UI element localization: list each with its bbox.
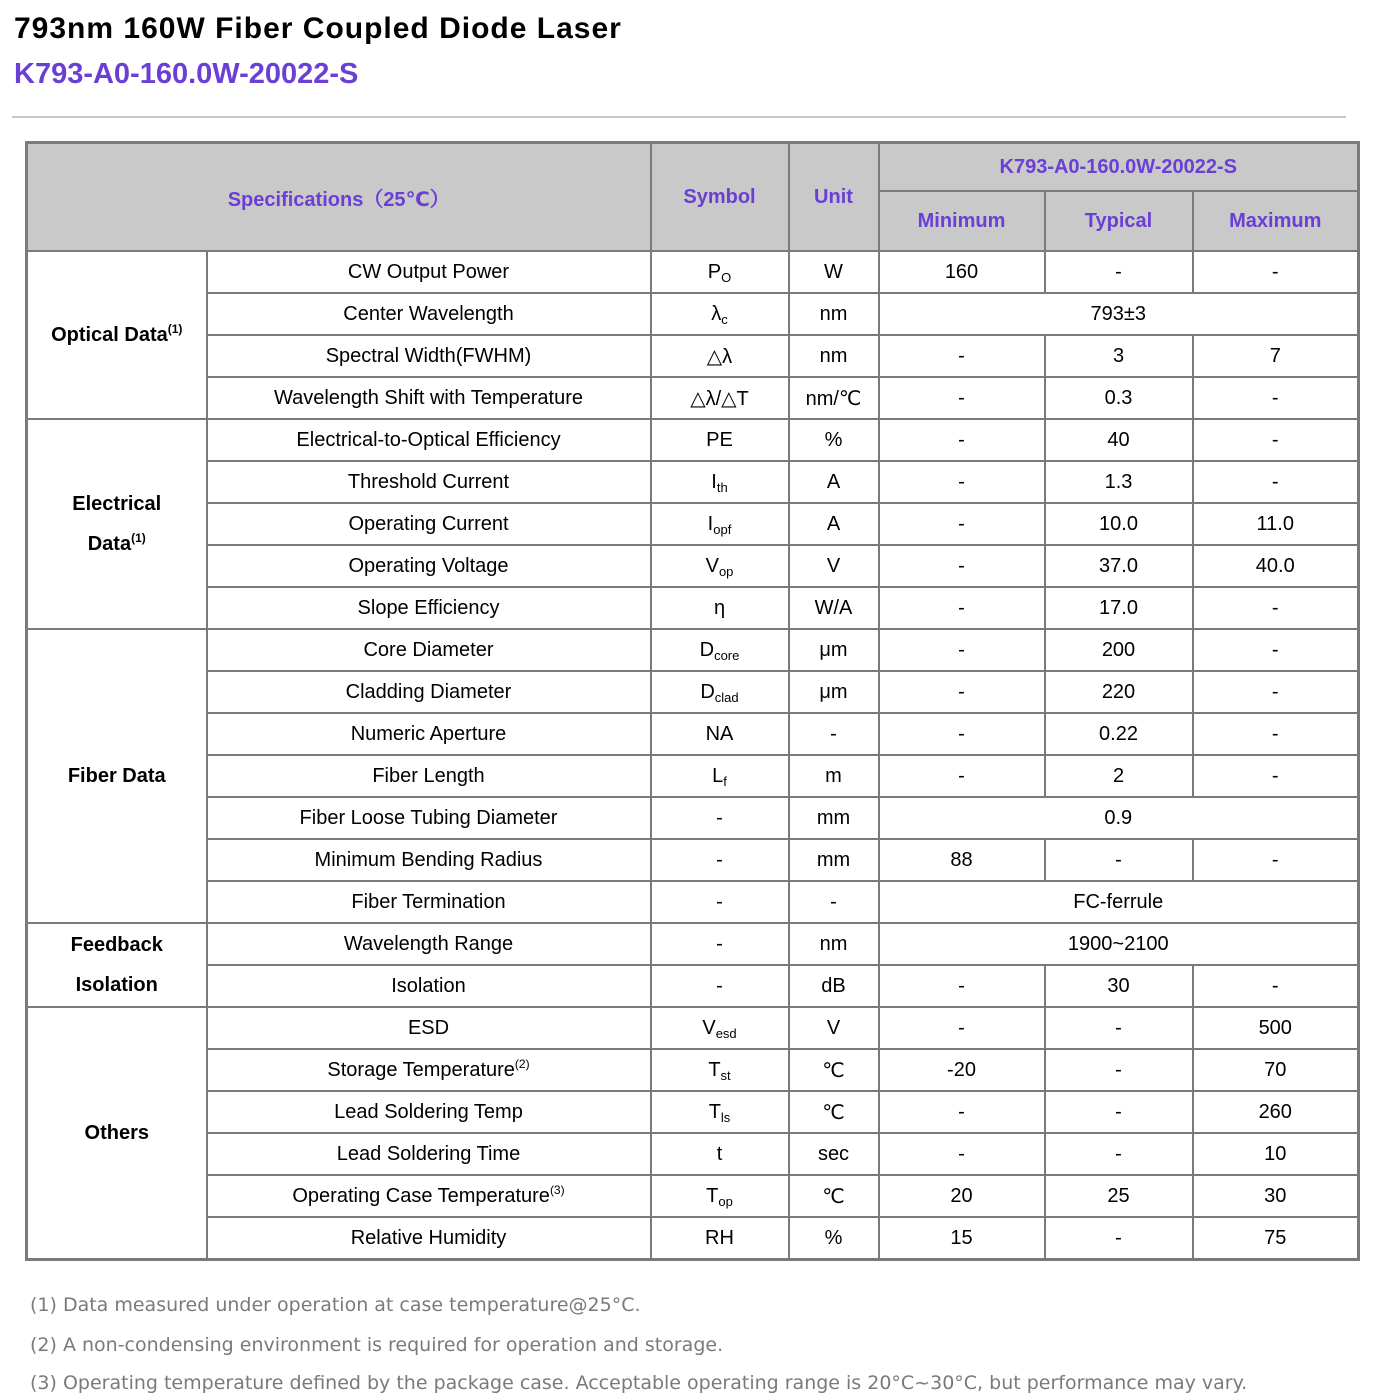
spec-name [207, 251, 651, 293]
table-row [27, 1175, 1359, 1217]
spec-name [207, 587, 651, 629]
spec-name [207, 335, 651, 377]
spec-name [207, 629, 651, 671]
minimum-cell: - [879, 1133, 1045, 1175]
symbol-subscript: c [721, 311, 728, 327]
footnote-ref: (2) [514, 1056, 530, 1071]
unit-cell: % [789, 419, 879, 461]
spec-label: Wavelength Shift with Temperature [273, 386, 584, 409]
spec-label: ESD [407, 1016, 450, 1039]
spec-name [207, 881, 651, 923]
minimum-cell: - [879, 545, 1045, 587]
unit-cell: dB [789, 965, 879, 1007]
table-row [27, 923, 1359, 965]
spec-name [207, 1049, 651, 1091]
minimum-cell: - [879, 1091, 1045, 1133]
unit-cell: % [789, 1217, 879, 1260]
header-symbol: Symbol [651, 143, 789, 252]
typical-cell: 0.22 [1045, 713, 1193, 755]
unit-cell: ℃ [789, 1175, 879, 1217]
minimum-cell: - [879, 965, 1045, 1007]
symbol: T [708, 1058, 721, 1081]
typical-cell: 40 [1045, 419, 1193, 461]
footnote-2: (2) A non-condensing environment is required for operation and storage. [30, 1334, 724, 1356]
typical-cell: - [1045, 1217, 1193, 1260]
symbol: λ [711, 302, 722, 325]
divider [12, 116, 1346, 118]
spec-label: Wavelength Range [343, 932, 514, 955]
minimum-cell: 20 [879, 1175, 1045, 1217]
unit-cell: A [789, 503, 879, 545]
unit-cell: ℃ [789, 1049, 879, 1091]
spec-label: Fiber Termination [351, 890, 506, 913]
unit-cell: mm [789, 797, 879, 839]
symbol-subscript: th [716, 479, 728, 495]
minimum-cell: - [879, 587, 1045, 629]
symbol-cell [651, 1217, 789, 1260]
spec-name [207, 1007, 651, 1049]
maximum-cell: 70 [1193, 1049, 1359, 1091]
symbol-cell [651, 839, 789, 881]
symbol: NA [705, 722, 734, 745]
maximum-cell: - [1193, 671, 1359, 713]
symbol-cell [651, 1007, 789, 1049]
footnote-ref: (1) [131, 531, 146, 545]
unit-cell: - [789, 881, 879, 923]
typical-cell: 37.0 [1045, 545, 1193, 587]
symbol-cell [651, 1091, 789, 1133]
table-row [27, 839, 1359, 881]
table-row [27, 461, 1359, 503]
unit-cell: nm [789, 335, 879, 377]
symbol: V [705, 554, 719, 577]
spec-label: Fiber Length [372, 764, 485, 787]
symbol-cell [651, 755, 789, 797]
unit-cell: ℃ [789, 1091, 879, 1133]
header-model: K793-A0-160.0W-20022-S [879, 143, 1359, 192]
spec-label: Relative Humidity [350, 1226, 507, 1249]
symbol-subscript: op [718, 1193, 733, 1209]
minimum-cell: - [879, 503, 1045, 545]
group-label: Feedback [70, 934, 163, 956]
spec-name [207, 503, 651, 545]
spec-label: Lead Soldering Temp [334, 1100, 523, 1123]
symbol-subscript: O [721, 269, 732, 285]
minimum-cell: - [879, 419, 1045, 461]
symbol-cell [651, 587, 789, 629]
maximum-cell: - [1193, 419, 1359, 461]
symbol-subscript: esd [715, 1025, 737, 1041]
unit-cell: nm [789, 923, 879, 965]
minimum-cell: 160 [879, 251, 1045, 293]
header-typical: Typical [1045, 191, 1193, 251]
spec-label: Cladding Diameter [345, 680, 512, 703]
minimum-cell: -20 [879, 1049, 1045, 1091]
maximum-cell: - [1193, 587, 1359, 629]
minimum-cell: - [879, 1007, 1045, 1049]
typical-cell: 220 [1045, 671, 1193, 713]
symbol-cell [651, 629, 789, 671]
footnote-ref: (1) [167, 322, 183, 336]
symbol-cell [651, 377, 789, 419]
symbol: L [712, 764, 724, 787]
table-row [27, 629, 1359, 671]
symbol: T [708, 1100, 721, 1123]
unit-cell: A [789, 461, 879, 503]
typical-cell: 30 [1045, 965, 1193, 1007]
symbol: I [707, 512, 714, 535]
spec-name [207, 1217, 651, 1260]
typical-cell: 10.0 [1045, 503, 1193, 545]
typical-cell: 17.0 [1045, 587, 1193, 629]
table-row [27, 293, 1359, 335]
group-label: Electrical [72, 493, 162, 515]
maximum-cell: 7 [1193, 335, 1359, 377]
maximum-cell: 260 [1193, 1091, 1359, 1133]
header-maximum: Maximum [1193, 191, 1359, 251]
minimum-cell: - [879, 335, 1045, 377]
symbol-cell [651, 965, 789, 1007]
unit-cell: V [789, 1007, 879, 1049]
table-row [27, 419, 1359, 461]
spec-name [207, 1133, 651, 1175]
typical-cell: - [1045, 1049, 1193, 1091]
maximum-cell: 40.0 [1193, 545, 1359, 587]
specification-table [25, 141, 1360, 1261]
symbol: D [700, 680, 715, 703]
minimum-cell: 88 [879, 839, 1045, 881]
symbol: PE [706, 428, 733, 451]
table-row [27, 1217, 1359, 1260]
symbol-cell [651, 923, 789, 965]
symbol: P [707, 260, 722, 283]
spec-label: Spectral Width(FWHM) [325, 344, 532, 367]
symbol-subscript: st [720, 1067, 731, 1083]
maximum-cell: - [1193, 839, 1359, 881]
spec-label: Lead Soldering Time [336, 1142, 521, 1165]
symbol: t [716, 1142, 723, 1165]
symbol: D [699, 638, 715, 661]
table-body [27, 251, 1359, 1260]
maximum-cell: 11.0 [1193, 503, 1359, 545]
spec-label: Operating Case Temperature [292, 1184, 550, 1207]
symbol-subscript: clad [714, 689, 739, 705]
spec-label: Operating Current [348, 512, 509, 535]
spec-name [207, 545, 651, 587]
page-title: 793nm 160W Fiber Coupled Diode Laser [14, 12, 622, 45]
table-row [27, 587, 1359, 629]
symbol-cell [651, 1049, 789, 1091]
symbol-cell [651, 545, 789, 587]
spec-name [207, 377, 651, 419]
table-row [27, 965, 1359, 1007]
table-row [27, 1133, 1359, 1175]
group-label: Data [87, 533, 132, 555]
symbol: T [706, 1184, 719, 1207]
symbol-subscript: opf [713, 521, 732, 537]
symbol: I [711, 470, 717, 493]
minimum-cell: 15 [879, 1217, 1045, 1260]
table-row [27, 377, 1359, 419]
value-span-cell: 0.9 [879, 797, 1359, 839]
group-label: Fiber Data [67, 765, 166, 787]
symbol-cell [651, 419, 789, 461]
symbol-subscript: f [723, 773, 727, 789]
symbol-cell [651, 671, 789, 713]
typical-cell: 2 [1045, 755, 1193, 797]
value-span-cell: 1900~2100 [879, 923, 1359, 965]
minimum-cell: - [879, 755, 1045, 797]
unit-cell: W/A [789, 587, 879, 629]
group-others [27, 1007, 207, 1260]
unit-cell: nm/℃ [789, 377, 879, 419]
symbol: - [716, 890, 723, 913]
typical-cell: 25 [1045, 1175, 1193, 1217]
table-row [27, 1007, 1359, 1049]
footnote-3: (3) Operating temperature defined by the package case. Acceptable operating range is 20°C~30°C, but performance may vary. [30, 1372, 1248, 1394]
table-row [27, 797, 1359, 839]
symbol-cell [651, 1175, 789, 1217]
spec-name [207, 671, 651, 713]
header-minimum: Minimum [879, 191, 1045, 251]
minimum-cell: - [879, 671, 1045, 713]
spec-label: Numeric Aperture [350, 722, 507, 745]
group-label: Others [84, 1122, 149, 1144]
spec-name [207, 755, 651, 797]
symbol: - [716, 974, 723, 997]
table-row [27, 713, 1359, 755]
typical-cell: 0.3 [1045, 377, 1193, 419]
minimum-cell: - [879, 713, 1045, 755]
group-electrical-data [27, 419, 207, 629]
value-span-cell: FC-ferrule [879, 881, 1359, 923]
table-row [27, 251, 1359, 293]
spec-name [207, 419, 651, 461]
typical-cell: - [1045, 839, 1193, 881]
symbol-cell [651, 881, 789, 923]
maximum-cell: - [1193, 251, 1359, 293]
symbol-cell [651, 461, 789, 503]
maximum-cell: - [1193, 461, 1359, 503]
unit-cell: sec [789, 1133, 879, 1175]
spec-name [207, 1175, 651, 1217]
spec-name [207, 1091, 651, 1133]
unit-cell: μm [789, 671, 879, 713]
spec-name [207, 461, 651, 503]
typical-cell: 3 [1045, 335, 1193, 377]
spec-label: Operating Voltage [348, 554, 509, 577]
typical-cell: - [1045, 1007, 1193, 1049]
maximum-cell: 10 [1193, 1133, 1359, 1175]
group-fiber-data [27, 629, 207, 923]
symbol: - [716, 806, 723, 829]
maximum-cell: - [1193, 755, 1359, 797]
spec-label: Threshold Current [347, 470, 510, 493]
header-specifications: Specifications（25℃） [27, 143, 651, 252]
group-feedback-isolation [27, 923, 207, 1007]
unit-cell: mm [789, 839, 879, 881]
value-span-cell: 793±3 [879, 293, 1359, 335]
minimum-cell: - [879, 461, 1045, 503]
table-row [27, 755, 1359, 797]
spec-name [207, 293, 651, 335]
spec-label: Slope Efficiency [357, 596, 500, 619]
symbol-subscript: core [714, 647, 740, 663]
unit-cell: nm [789, 293, 879, 335]
spec-name [207, 713, 651, 755]
spec-label: Storage Temperature [327, 1058, 515, 1081]
symbol-cell [651, 335, 789, 377]
footnote-ref: (3) [549, 1182, 565, 1197]
symbol-cell [651, 797, 789, 839]
typical-cell: - [1045, 251, 1193, 293]
spec-label: Core Diameter [363, 638, 494, 661]
symbol: V [702, 1016, 716, 1039]
symbol-cell [651, 1133, 789, 1175]
spec-name [207, 839, 651, 881]
table-row [27, 545, 1359, 587]
table-row [27, 881, 1359, 923]
unit-cell: V [789, 545, 879, 587]
unit-cell: m [789, 755, 879, 797]
maximum-cell: 500 [1193, 1007, 1359, 1049]
spec-name [207, 923, 651, 965]
unit-cell: W [789, 251, 879, 293]
typical-cell: 200 [1045, 629, 1193, 671]
spec-label: Electrical-to-Optical Efficiency [296, 428, 561, 451]
symbol-cell [651, 293, 789, 335]
maximum-cell: 30 [1193, 1175, 1359, 1217]
table-row [27, 503, 1359, 545]
table-row [27, 335, 1359, 377]
group-label: Optical Data [51, 324, 168, 346]
minimum-cell: - [879, 377, 1045, 419]
maximum-cell: - [1193, 713, 1359, 755]
maximum-cell: - [1193, 629, 1359, 671]
symbol: η [713, 596, 726, 619]
maximum-cell: - [1193, 965, 1359, 1007]
model-number: K793-A0-160.0W-20022-S [14, 58, 359, 90]
table-row [27, 1091, 1359, 1133]
maximum-cell: - [1193, 377, 1359, 419]
header-unit: Unit [789, 143, 879, 252]
typical-cell: - [1045, 1091, 1193, 1133]
spec-label: Isolation [391, 974, 466, 997]
symbol-subscript: op [718, 563, 734, 579]
spec-label: Center Wavelength [343, 302, 514, 325]
table-row [27, 671, 1359, 713]
spec-name [207, 797, 651, 839]
symbol: △λ [706, 345, 733, 368]
spec-name [207, 965, 651, 1007]
symbol-cell [651, 503, 789, 545]
maximum-cell: 75 [1193, 1217, 1359, 1260]
minimum-cell: - [879, 629, 1045, 671]
symbol: - [716, 932, 723, 955]
symbol: RH [705, 1226, 734, 1249]
typical-cell: - [1045, 1133, 1193, 1175]
spec-label: Minimum Bending Radius [314, 848, 543, 871]
symbol: - [716, 848, 723, 871]
spec-label: CW Output Power [347, 260, 510, 283]
table-row [27, 1049, 1359, 1091]
spec-label: Fiber Loose Tubing Diameter [299, 806, 558, 829]
typical-cell: 1.3 [1045, 461, 1193, 503]
unit-cell: - [789, 713, 879, 755]
footnote-1: (1) Data measured under operation at case temperature@25°C. [30, 1294, 641, 1316]
symbol-subscript: ls [720, 1109, 731, 1125]
group-label: Isolation [75, 974, 158, 996]
symbol-cell [651, 713, 789, 755]
group-optical-data [27, 251, 207, 419]
unit-cell: μm [789, 629, 879, 671]
symbol: △λ/△T [690, 387, 749, 410]
symbol-cell [651, 251, 789, 293]
